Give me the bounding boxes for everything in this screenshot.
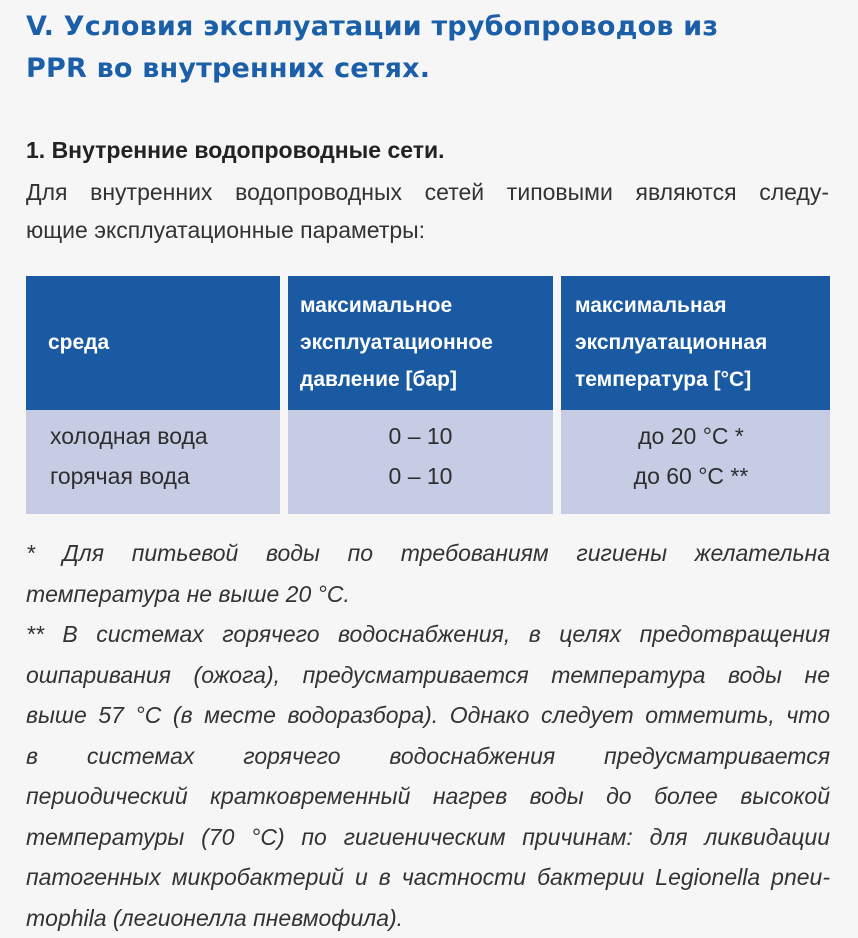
intro-paragraph [26,173,836,249]
table-cell: холодная вода [50,423,208,449]
body-cell-pressure [288,410,553,514]
header-cell-temperature [561,276,830,410]
footnote-line: ** В системах горячего водоснабжения, в целях предотвращения [26,621,830,647]
table-cell: 0 – 10 [388,463,453,489]
table-cell: до 60 °C ** [633,463,749,489]
header-text: температура [°C] [575,368,752,391]
footnote-line: температуры (70 °C) по гигиеническим причинам: для ликвидации [26,823,830,850]
body-cell-medium [26,410,280,514]
intro-line: ющие эксплуатационные параметры: [26,217,426,243]
header-text: максимальная [575,294,727,317]
header-text: среда [48,331,110,354]
header-text: давление [бар] [300,368,457,391]
footnote-line: mophila (легионелла пневмофила). [26,904,404,931]
intro-line: Для внутренних водопроводных сетей типовыми являются следу- [26,179,829,205]
subsection-title: 1. Внутренние водопроводные сети. [26,137,445,163]
footnote-line: патогенных микробактерий и в частности бактерии Legionella pneu- [26,864,830,890]
section-title [26,6,836,90]
body-cell-temperature [561,410,830,514]
table-cell: горячая вода [50,463,190,489]
header-cell-medium [26,276,280,410]
footnote-line: ошпаривания (ожога), предусматривается температура воды не [26,661,830,688]
table-cell: 0 – 10 [388,423,453,449]
section-title-line: PPR во внутренних сетях. [26,53,431,84]
header-text: эксплуатационная [575,331,768,354]
footnote-line: температура не выше 20 °C. [26,580,350,607]
header-text: максимальное [300,294,453,317]
parameters-table [26,276,830,514]
header-cell-pressure [288,276,553,410]
footnote-line: периодический кратковременный нагрев воды до более высокой [26,783,830,809]
section-title-line: V. Условия эксплуатации трубопроводов из [26,11,719,42]
footnote-line: в системах горячего водоснабжения предусматривается [26,742,830,769]
header-text: эксплуатационное [300,331,493,354]
footnote-line: выше 57 °C (в месте водоразбора). Однако следует отметить, что [26,702,830,728]
footnote-line: * Для питьевой воды по требованиям гигиены желательна [26,540,830,566]
footnotes [26,533,830,938]
table-cell: до 20 °C * [638,423,744,449]
